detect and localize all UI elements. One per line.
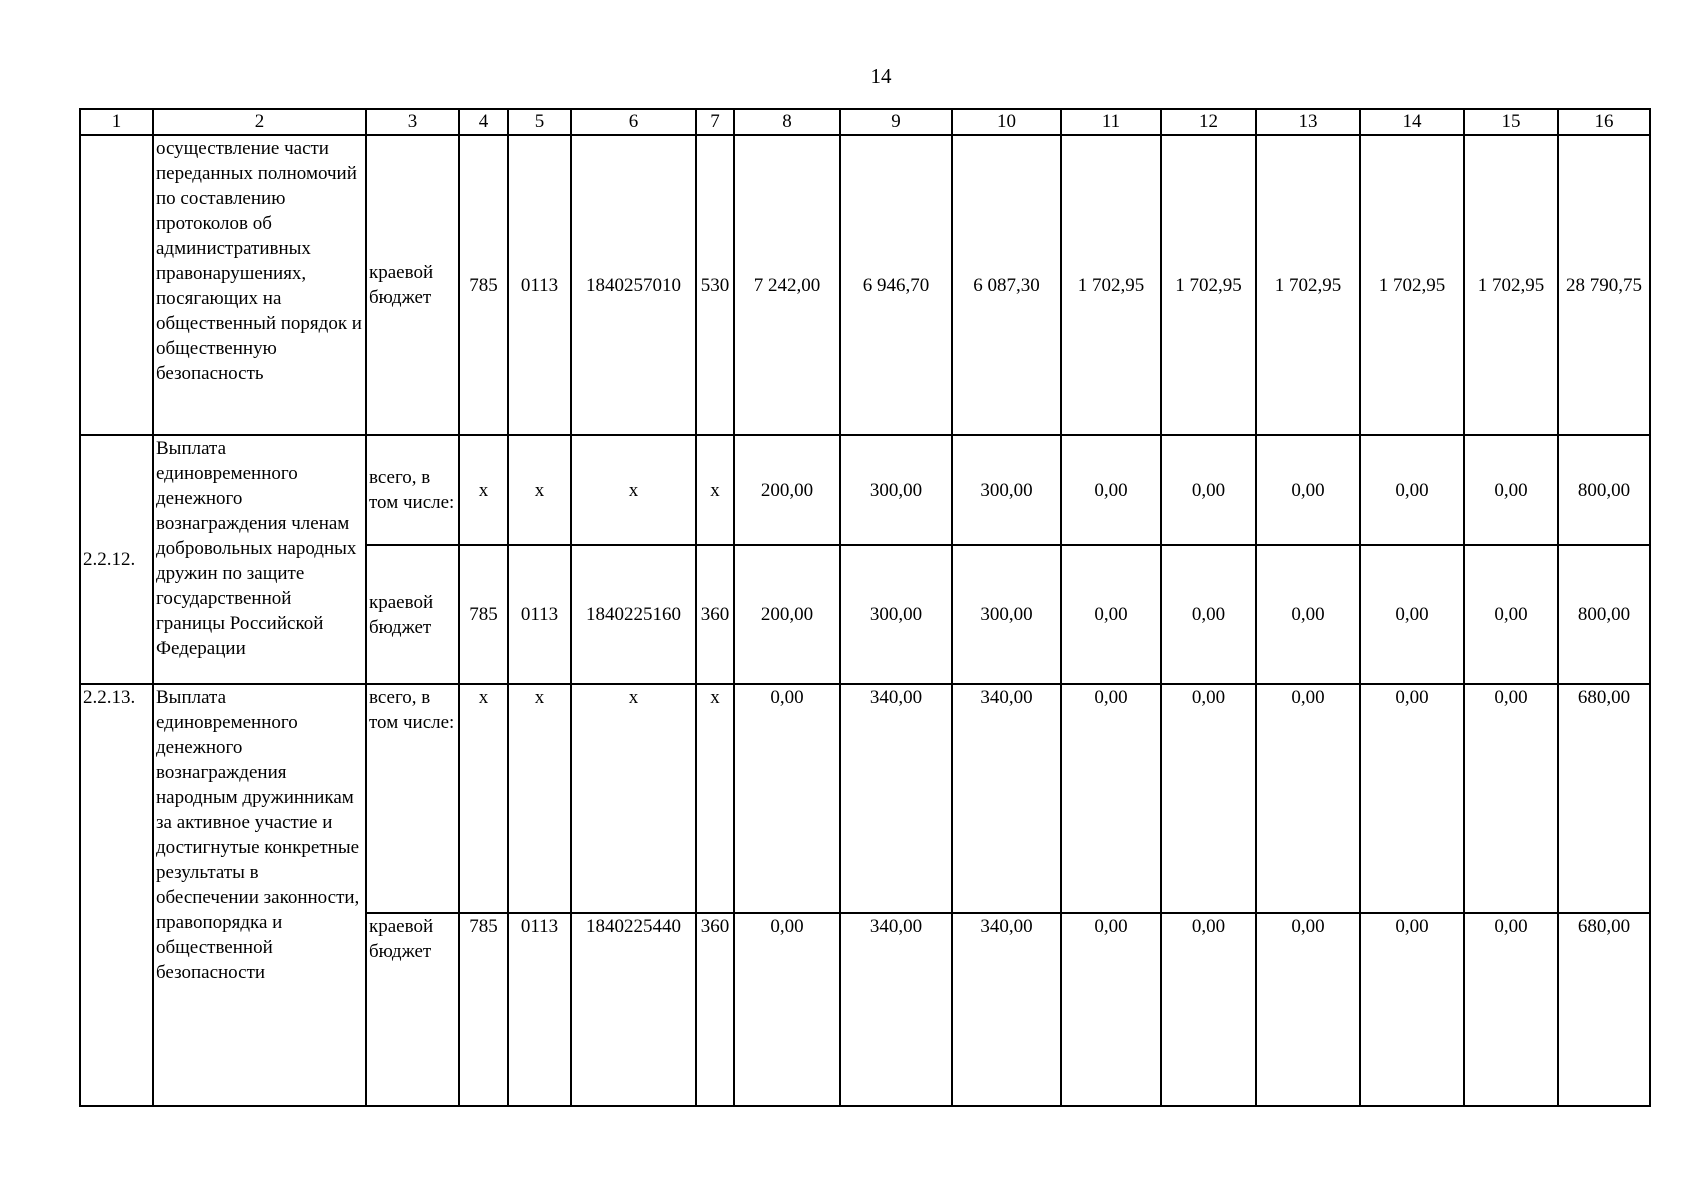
value-cell: 0,00 bbox=[1464, 435, 1558, 545]
row-index: 2.2.12. bbox=[80, 435, 153, 684]
column-header: 6 bbox=[571, 109, 696, 135]
budget-table bbox=[79, 108, 1651, 1107]
value-cell: 0,00 bbox=[1360, 545, 1464, 684]
value-cell: 300,00 bbox=[840, 545, 952, 684]
code-cell: 1840257010 bbox=[571, 135, 696, 435]
value-cell: 0,00 bbox=[1360, 684, 1464, 913]
value-cell: 0,00 bbox=[1464, 684, 1558, 913]
code-cell: 785 bbox=[459, 913, 508, 1106]
value-cell: 300,00 bbox=[952, 545, 1061, 684]
value-cell: 0,00 bbox=[734, 684, 840, 913]
funding-source: всего, в том числе: bbox=[366, 684, 459, 913]
value-cell: 0,00 bbox=[1161, 435, 1256, 545]
value-cell: 0,00 bbox=[1161, 684, 1256, 913]
column-header: 11 bbox=[1061, 109, 1161, 135]
value-cell: 340,00 bbox=[840, 913, 952, 1106]
value-cell: 0,00 bbox=[1256, 545, 1360, 684]
row-name: осуществление части переданных полномочий по составлению протоколов об административных правонарушениях, посягающих на общественный порядок и общественную безопасность bbox=[153, 135, 366, 435]
value-cell: 300,00 bbox=[952, 435, 1061, 545]
code-cell: x bbox=[571, 684, 696, 913]
value-cell: 0,00 bbox=[734, 913, 840, 1106]
row-name: Выплата единовременного денежного вознаграждения народным дружинникам за активное участие и достигнутые конкретные результаты в обеспечении законности, правопорядка и общественной безопасности bbox=[153, 684, 366, 1106]
funding-source: краевой бюджет bbox=[366, 135, 459, 435]
value-cell: 800,00 bbox=[1558, 545, 1650, 684]
code-cell: x bbox=[571, 435, 696, 545]
value-cell: 6 946,70 bbox=[840, 135, 952, 435]
funding-source: краевой бюджет bbox=[366, 913, 459, 1106]
column-header: 2 bbox=[153, 109, 366, 135]
value-cell: 340,00 bbox=[952, 684, 1061, 913]
value-cell: 340,00 bbox=[952, 913, 1061, 1106]
table-row bbox=[80, 135, 1650, 435]
code-cell: x bbox=[508, 435, 571, 545]
code-cell: 0113 bbox=[508, 545, 571, 684]
row-index bbox=[80, 135, 153, 435]
value-cell: 6 087,30 bbox=[952, 135, 1061, 435]
value-cell: 0,00 bbox=[1061, 435, 1161, 545]
column-header: 7 bbox=[696, 109, 734, 135]
value-cell: 1 702,95 bbox=[1360, 135, 1464, 435]
funding-source: краевой бюджет bbox=[366, 545, 459, 684]
value-cell: 1 702,95 bbox=[1161, 135, 1256, 435]
value-cell: 0,00 bbox=[1161, 913, 1256, 1106]
column-header: 15 bbox=[1464, 109, 1558, 135]
code-cell: 530 bbox=[696, 135, 734, 435]
value-cell: 300,00 bbox=[840, 435, 952, 545]
value-cell: 7 242,00 bbox=[734, 135, 840, 435]
value-cell: 0,00 bbox=[1061, 913, 1161, 1106]
column-header: 10 bbox=[952, 109, 1061, 135]
column-header: 12 bbox=[1161, 109, 1256, 135]
value-cell: 0,00 bbox=[1061, 545, 1161, 684]
table-row bbox=[80, 684, 1650, 913]
code-cell: x bbox=[459, 435, 508, 545]
value-cell: 200,00 bbox=[734, 545, 840, 684]
code-cell: 1840225440 bbox=[571, 913, 696, 1106]
code-cell: x bbox=[508, 684, 571, 913]
value-cell: 800,00 bbox=[1558, 435, 1650, 545]
table-row bbox=[80, 435, 1650, 545]
value-cell: 0,00 bbox=[1464, 545, 1558, 684]
column-header: 13 bbox=[1256, 109, 1360, 135]
value-cell: 0,00 bbox=[1161, 545, 1256, 684]
value-cell: 1 702,95 bbox=[1464, 135, 1558, 435]
value-cell: 0,00 bbox=[1256, 913, 1360, 1106]
value-cell: 680,00 bbox=[1558, 684, 1650, 913]
code-cell: 785 bbox=[459, 545, 508, 684]
code-cell: x bbox=[696, 684, 734, 913]
code-cell: 0113 bbox=[508, 135, 571, 435]
page-number: 14 bbox=[870, 64, 892, 88]
code-cell: 1840225160 bbox=[571, 545, 696, 684]
value-cell: 1 702,95 bbox=[1061, 135, 1161, 435]
value-cell: 0,00 bbox=[1360, 913, 1464, 1106]
funding-source: всего, в том числе: bbox=[366, 435, 459, 545]
value-cell: 28 790,75 bbox=[1558, 135, 1650, 435]
column-header: 16 bbox=[1558, 109, 1650, 135]
value-cell: 0,00 bbox=[1360, 435, 1464, 545]
value-cell: 0,00 bbox=[1061, 684, 1161, 913]
header-row bbox=[80, 109, 1650, 135]
column-header: 1 bbox=[80, 109, 153, 135]
column-header: 5 bbox=[508, 109, 571, 135]
column-header: 9 bbox=[840, 109, 952, 135]
column-header: 3 bbox=[366, 109, 459, 135]
code-cell: x bbox=[459, 684, 508, 913]
value-cell: 0,00 bbox=[1256, 435, 1360, 545]
code-cell: 360 bbox=[696, 545, 734, 684]
code-cell: 360 bbox=[696, 913, 734, 1106]
value-cell: 0,00 bbox=[1256, 684, 1360, 913]
row-name: Выплата единовременного денежного вознаграждения членам добровольных народных дружин по защите государственной границы Российской Федерации bbox=[153, 435, 366, 684]
column-header: 14 bbox=[1360, 109, 1464, 135]
column-header: 8 bbox=[734, 109, 840, 135]
value-cell: 680,00 bbox=[1558, 913, 1650, 1106]
value-cell: 340,00 bbox=[840, 684, 952, 913]
value-cell: 0,00 bbox=[1464, 913, 1558, 1106]
value-cell: 200,00 bbox=[734, 435, 840, 545]
column-header: 4 bbox=[459, 109, 508, 135]
code-cell: 785 bbox=[459, 135, 508, 435]
row-index: 2.2.13. bbox=[80, 684, 153, 1106]
code-cell: x bbox=[696, 435, 734, 545]
code-cell: 0113 bbox=[508, 913, 571, 1106]
value-cell: 1 702,95 bbox=[1256, 135, 1360, 435]
